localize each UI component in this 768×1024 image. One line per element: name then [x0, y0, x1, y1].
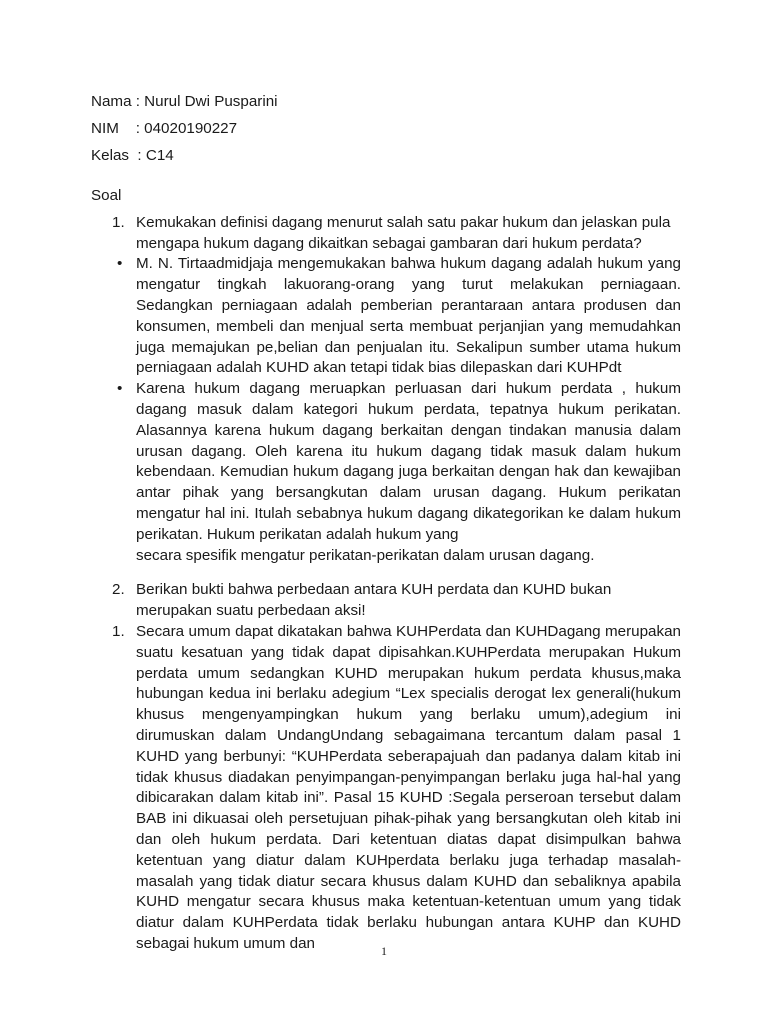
section-gap: [91, 566, 681, 580]
question-2: [91, 580, 681, 622]
answer-1-bullet-2-continuation: secara spesifik mengatur perikatan-perikatan dalam urusan dagang.: [136, 546, 595, 564]
answer-2-text: Secara umum dapat dikatakan bahwa KUHPerdata dan KUHDagang merupakan suatu kesatuan yang tidak dapat dipisahkan.KUHPerdata merupakan Hukum perdata umum sedangkan KUHD merupakan hukum perdata khusus,maka hubungan kedua ini berlaku adegium “Lex specialis derogat lex generali(hukum khusus mengenyampingkan hukum yang berlaku umum),adegium ini dirumuskan dalam UndangUndang sebagaimana tercantum dalam pasal 1 KUHD yang berbunyi: “KUHPerdata seberapajuah dan padanya dalam kitab ini tidak khusus diadakan penyimpangan-penyimpangan berlaku juga hal-hal yang dibicarakan dalam kitab ini”. Pasal 15 KUHD :Segala perseroan tersebut dalam BAB ini dikuasai oleh persetujuan pihak-pihak yang bersangkutan oleh kitab ini dan oleh hukum perdata. Dari ketentuan diatas dapat disimpulkan bahwa ketentuan yang diatur dalam KUHperdata berlaku juga terhadap masalah-masalah yang tidak diatur secara khusus dalam KUHD dan sebaliknya apabila KUHD mengatur secara khusus maka ketentuan-ketentuan umum yang tidak diatur dalam KUHPerdata tidak berlaku hubungan antara KUHP dan KUHD sebagai hukum umum dan: [136, 622, 681, 952]
question-1-text: Kemukakan definisi dagang menurut salah satu pakar hukum dan jelaskan pula mengapa hukum dagang dikaitkan sebagai gambaran dari hukum perdata?: [136, 213, 671, 252]
bullet-icon: •: [117, 255, 123, 273]
student-nim-line: NIM : 04020190227: [91, 120, 238, 137]
question-1: [91, 213, 681, 255]
document-body: [91, 186, 681, 955]
student-name-line: Nama : Nurul Dwi Pusparini: [91, 93, 278, 110]
question-2-number: 2.: [112, 581, 125, 599]
answer-1-bullet-2-text: Karena hukum dagang meruapkan perluasan dari hukum perdata , hukum dagang masuk dalam kategori hukum perdata, tepatnya hukum perikatan. Alasannya karena hukum dagang berkaitan dengan tindakan manusia dalam urusan dagang. Oleh karena itu hukum dagang tidak masuk dalam hukum kebendaan. Kemudian hukum dagang juga berkaitan dengan hak dan kewajiban antar pihak yang bersangkutan dalam urusan dagang. Hukum perikatan mengatur hal ini. Itulah sebabnya hukum dagang dikategorikan ke dalam hukum perikatan. Hukum perikatan adalah hukum yang: [136, 380, 681, 543]
question-2-text: Berikan bukti bahwa perbedaan antara KUH perdata dan KUHD bukan merupakan suatu perbedaan aksi!: [136, 581, 612, 620]
bullet-icon: •: [117, 380, 123, 398]
answer-2-number: 1.: [112, 622, 125, 640]
question-1-number: 1.: [112, 213, 125, 231]
student-class-line: Kelas : C14: [91, 147, 174, 164]
soal-heading: Soal: [91, 187, 122, 204]
answer-1-bullet-2: [91, 379, 681, 566]
answer-2: [91, 622, 681, 955]
page-number: 1: [381, 944, 387, 958]
answer-1-bullet-1-text: M. N. Tirtaadmidjaja mengemukakan bahwa hukum dagang adalah hukum yang mengatur tingkah lakuorang-orang yang turut melakukan perniagaan. Sedangkan perniagaan adalah pemberian perantaraan antara produsen dan konsumen, membeli dan menjual serta membuat perjanjian yang memudahkan juga memajukan pe,belian dan penjualan itu. Sekalipun sumber utama hukum perniagaan adalah KUHD akan tetapi tidak bias dilepaskan dari KUHPdt: [136, 255, 681, 377]
answer-1-bullet-1: [91, 254, 681, 379]
